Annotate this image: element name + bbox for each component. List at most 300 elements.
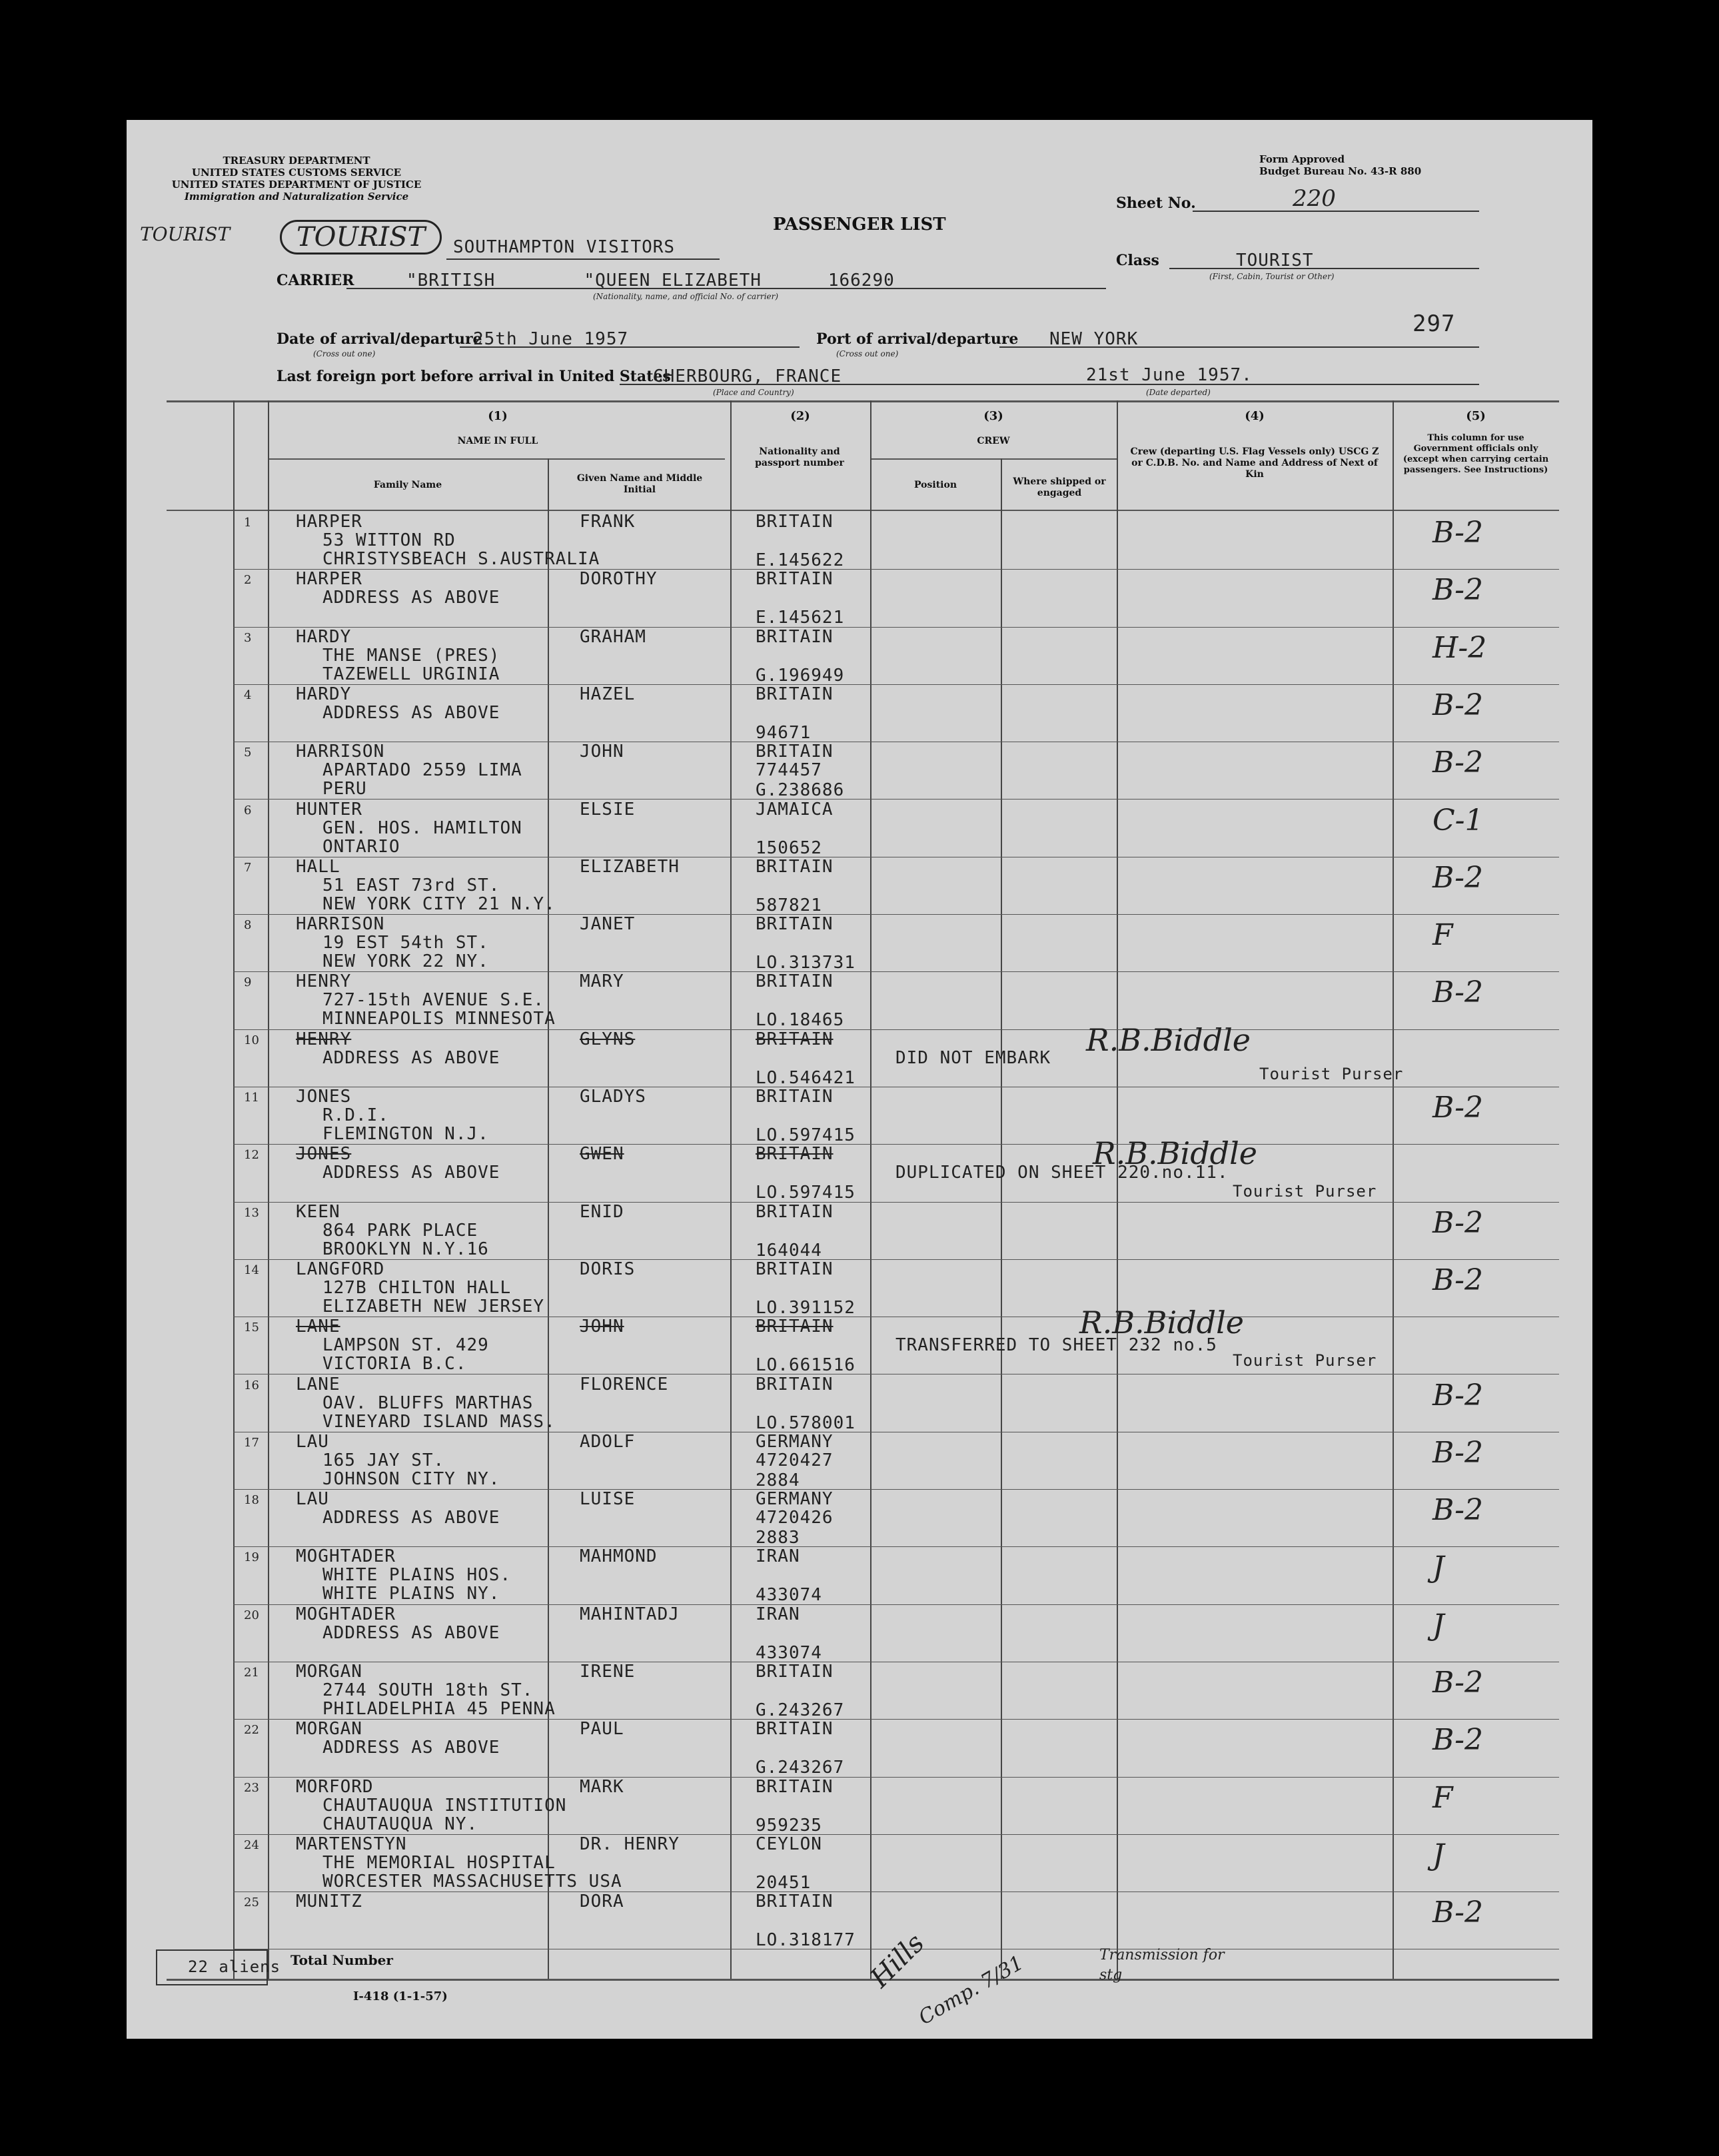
col4-title: Crew (departing U.S. Flag Vessels only) USCG Z or C.D.B. No. and Name and Address of Next of Kin bbox=[1130, 446, 1379, 480]
table-row bbox=[127, 1893, 1592, 1950]
address-line-1: ADDRESS AS ABOVE bbox=[322, 1047, 500, 1068]
given-name: GLYNS bbox=[580, 1029, 636, 1049]
table-row bbox=[127, 570, 1592, 628]
passport-number: 959235 bbox=[756, 1815, 822, 1836]
given-name: PAUL bbox=[580, 1719, 624, 1740]
nationality: BRITAIN bbox=[756, 512, 834, 532]
address-line-2: BROOKLYN N.Y.16 bbox=[322, 1239, 489, 1259]
table-row bbox=[127, 1720, 1592, 1778]
passport-number: E.145621 bbox=[756, 608, 845, 628]
bottom-note-1: Hills bbox=[864, 1927, 931, 1994]
table-row bbox=[127, 1376, 1592, 1433]
nationality: BRITAIN bbox=[756, 856, 834, 877]
table-row bbox=[127, 1203, 1592, 1261]
shipped-header: Where shipped or engaged bbox=[1013, 476, 1106, 498]
passport-number: G.243267 bbox=[756, 1758, 845, 1778]
class-hint: (First, Cabin, Tourist or Other) bbox=[1209, 272, 1335, 281]
official-code: J bbox=[1432, 1608, 1444, 1642]
bottom-note-3: Transmission for stg bbox=[1099, 1947, 1225, 1983]
row-number: 11 bbox=[244, 1091, 259, 1105]
approval-line-2: Budget Bureau No. 43-R 880 bbox=[1259, 165, 1422, 177]
table-row bbox=[127, 858, 1592, 915]
foreign-port-label: Last foreign port before arrival in United States bbox=[277, 368, 671, 385]
row-number: 25 bbox=[244, 1895, 259, 1910]
port-cross-hint: (Cross out one) bbox=[836, 349, 899, 358]
departed-hint: (Date departed) bbox=[1146, 388, 1211, 397]
table-header-bottom bbox=[167, 510, 1559, 511]
row-divider bbox=[233, 627, 1559, 628]
family-name: HARPER bbox=[296, 512, 362, 532]
address-line-1: OAV. BLUFFS MARTHAS bbox=[322, 1392, 534, 1413]
family-name: MORFORD bbox=[296, 1776, 374, 1797]
address-line-2: TAZEWELL URGINIA bbox=[322, 664, 500, 684]
row-number: 18 bbox=[244, 1493, 259, 1508]
tourist-stamp: TOURIST bbox=[280, 220, 442, 255]
address-line-1: ADDRESS AS ABOVE bbox=[322, 702, 500, 723]
official-code: B-2 bbox=[1432, 975, 1484, 1010]
address-line-1: 51 EAST 73rd ST. bbox=[322, 875, 500, 895]
row-divider bbox=[233, 971, 1559, 972]
passport-number: G.196949 bbox=[756, 665, 845, 686]
form-title: PASSENGER LIST bbox=[773, 215, 946, 235]
given-name: DORIS bbox=[580, 1259, 636, 1279]
agency-line-3: UNITED STATES DEPARTMENT OF JUSTICE bbox=[171, 179, 422, 191]
family-name: KEEN bbox=[296, 1201, 340, 1222]
passport-number: 20451 bbox=[756, 1872, 812, 1893]
address-line-1: LAMPSON ST. 429 bbox=[322, 1335, 489, 1356]
official-code: F bbox=[1432, 918, 1453, 953]
foreign-port-value: CHERBOURG, FRANCE bbox=[653, 366, 842, 386]
row-divider bbox=[233, 1029, 1559, 1030]
port-line bbox=[999, 346, 1479, 348]
passport-number: 587821 bbox=[756, 895, 822, 915]
passport-number: LO.597415 bbox=[756, 1125, 856, 1145]
row-number: 4 bbox=[244, 688, 252, 702]
passport-mid: 774457 bbox=[756, 760, 822, 781]
row-number: 9 bbox=[244, 975, 252, 990]
given-name: MAHMOND bbox=[580, 1546, 658, 1567]
passport-number: G.238686 bbox=[756, 780, 845, 801]
passport-number: LO.391152 bbox=[756, 1297, 856, 1318]
table-row bbox=[127, 1088, 1592, 1145]
passport-number: G.243267 bbox=[756, 1700, 845, 1720]
official-code: B-2 bbox=[1432, 746, 1484, 780]
given-name: FRANK bbox=[580, 512, 636, 532]
nationality: BRITAIN bbox=[756, 1029, 834, 1049]
row-number: 14 bbox=[244, 1263, 259, 1277]
col2-title: Nationality and passport number bbox=[755, 446, 844, 468]
table-row bbox=[127, 628, 1592, 686]
visitors-line: SOUTHAMPTON VISITORS bbox=[453, 237, 676, 257]
class-line bbox=[1169, 268, 1479, 269]
address-line-2: VICTORIA B.C. bbox=[322, 1354, 467, 1374]
official-code: B-2 bbox=[1432, 688, 1484, 722]
purser-label-3: Tourist Purser bbox=[1233, 1351, 1377, 1370]
row-number: 16 bbox=[244, 1378, 259, 1392]
address-line-2: PERU bbox=[322, 779, 367, 800]
bottom-note-2: Comp. 7/31 bbox=[914, 1951, 1028, 2030]
nationality: BRITAIN bbox=[756, 1719, 834, 1740]
family-name: MORGAN bbox=[296, 1719, 362, 1740]
nationality: BRITAIN bbox=[756, 971, 834, 992]
nationality: JAMAICA bbox=[756, 799, 834, 819]
passport-number: 150652 bbox=[756, 837, 822, 858]
sheet-line bbox=[1193, 211, 1479, 212]
passport-number: LO.546421 bbox=[756, 1067, 856, 1088]
address-line-1: WHITE PLAINS HOS. bbox=[322, 1565, 512, 1586]
nationality: BRITAIN bbox=[756, 626, 834, 647]
address-line-2: FLEMINGTON N.J. bbox=[322, 1124, 489, 1144]
family-name: MOGHTADER bbox=[296, 1604, 396, 1624]
official-code: B-2 bbox=[1432, 573, 1484, 608]
row-number: 17 bbox=[244, 1435, 259, 1450]
row-number: 23 bbox=[244, 1780, 259, 1795]
position-header: Position bbox=[914, 480, 957, 490]
given-name: MARY bbox=[580, 971, 624, 992]
sheet-value: 220 bbox=[1293, 185, 1336, 212]
row-divider bbox=[233, 1489, 1559, 1490]
arrival-cross-hint: (Cross out one) bbox=[313, 349, 376, 358]
address-line-1: 53 WITTON RD bbox=[322, 530, 456, 550]
family-name: MOGHTADER bbox=[296, 1546, 396, 1567]
class-value: TOURIST bbox=[1236, 251, 1314, 270]
address-line-1: APARTADO 2559 LIMA bbox=[322, 760, 522, 781]
given-name: GWEN bbox=[580, 1144, 624, 1165]
crew-remark: DUPLICATED ON SHEET 220.no.11. bbox=[895, 1163, 1229, 1183]
row-divider bbox=[233, 684, 1559, 685]
address-line-2: VINEYARD ISLAND MASS. bbox=[322, 1411, 556, 1432]
given-name: ELIZABETH bbox=[580, 856, 680, 877]
row-number: 1 bbox=[244, 516, 252, 530]
table-row bbox=[127, 973, 1592, 1030]
address-line-1: THE MEMORIAL HOSPITAL bbox=[322, 1852, 556, 1873]
passport-number: E.145622 bbox=[756, 550, 845, 570]
passport-number: LO.597415 bbox=[756, 1183, 856, 1203]
nationality: BRITAIN bbox=[756, 1201, 834, 1222]
address-line-1: 727-15th AVENUE S.E. bbox=[322, 990, 545, 1011]
col5-number: (5) bbox=[1466, 409, 1486, 423]
address-line-1: 2744 SOUTH 18th ST. bbox=[322, 1680, 534, 1700]
passport-mid: 4720427 bbox=[756, 1450, 834, 1470]
purser-signature-3: R.B.Biddle bbox=[1079, 1305, 1245, 1341]
row-divider bbox=[233, 1891, 1559, 1892]
official-code: J bbox=[1432, 1550, 1444, 1585]
passport-number: 433074 bbox=[756, 1585, 822, 1606]
family-name: HARDY bbox=[296, 626, 352, 647]
table-row bbox=[127, 1606, 1592, 1663]
given-name: JOHN bbox=[580, 742, 624, 762]
row-number: 6 bbox=[244, 803, 252, 817]
purser-label-1: Tourist Purser bbox=[1259, 1065, 1404, 1083]
row-number: 19 bbox=[244, 1550, 259, 1565]
official-code: B-2 bbox=[1432, 1205, 1484, 1240]
table-row bbox=[127, 1261, 1592, 1318]
given-name: DORA bbox=[580, 1891, 624, 1912]
family-name: HARRISON bbox=[296, 742, 385, 762]
col3-title: CREW bbox=[977, 436, 1010, 446]
foreign-hint: (Place and Country) bbox=[713, 388, 794, 397]
given-name-header: Given Name and Middle Initial bbox=[576, 473, 703, 495]
passport-number: LO.318177 bbox=[756, 1930, 856, 1951]
nationality: BRITAIN bbox=[756, 569, 834, 590]
row-number: 24 bbox=[244, 1838, 259, 1852]
port-label: Port of arrival/departure bbox=[816, 330, 1019, 348]
family-name: HARPER bbox=[296, 569, 362, 590]
table-row bbox=[127, 1663, 1592, 1720]
col1-number: (1) bbox=[488, 409, 508, 423]
nationality: IRAN bbox=[756, 1604, 800, 1624]
carrier-label: CARRIER bbox=[277, 272, 354, 289]
row-divider bbox=[233, 1202, 1559, 1203]
table-row bbox=[127, 1778, 1592, 1836]
crew-sub-line bbox=[870, 458, 1117, 460]
address-line-2: CHAUTAUQUA NY. bbox=[322, 1814, 478, 1834]
official-code: H-2 bbox=[1432, 630, 1487, 665]
purser-label-2: Tourist Purser bbox=[1233, 1182, 1377, 1201]
official-code: F bbox=[1432, 1780, 1453, 1815]
nationality: BRITAIN bbox=[756, 1087, 834, 1107]
official-code: B-2 bbox=[1432, 1493, 1484, 1528]
row-divider bbox=[233, 569, 1559, 570]
family-name: HARRISON bbox=[296, 914, 385, 935]
official-code: B-2 bbox=[1432, 1895, 1484, 1930]
nationality: GERMANY bbox=[756, 1431, 834, 1452]
official-code: J bbox=[1432, 1838, 1444, 1872]
table-row bbox=[127, 801, 1592, 858]
given-name: FLORENCE bbox=[580, 1374, 669, 1394]
given-name: GRAHAM bbox=[580, 626, 646, 647]
nationality: BRITAIN bbox=[756, 1891, 834, 1912]
passport-number: LO.578001 bbox=[756, 1412, 856, 1433]
row-divider bbox=[233, 1144, 1559, 1145]
table-row bbox=[127, 686, 1592, 743]
agency-line-2: UNITED STATES CUSTOMS SERVICE bbox=[191, 167, 402, 179]
purser-signature-2: R.B.Biddle bbox=[1093, 1135, 1258, 1171]
table-row bbox=[127, 1490, 1592, 1548]
nationality: BRITAIN bbox=[756, 1259, 834, 1279]
family-name: LANGFORD bbox=[296, 1259, 385, 1279]
row-divider bbox=[233, 1777, 1559, 1778]
name-sub-line bbox=[268, 458, 725, 460]
nationality: BRITAIN bbox=[756, 1374, 834, 1394]
page-number: 297 bbox=[1413, 310, 1456, 337]
given-name: GLADYS bbox=[580, 1087, 646, 1107]
departed-value: 21st June 1957. bbox=[1086, 365, 1253, 385]
address-line-1: CHAUTAUQUA INSTITUTION bbox=[322, 1795, 567, 1816]
row-number: 10 bbox=[244, 1033, 259, 1047]
table-row bbox=[127, 1836, 1592, 1893]
family-name: LANE bbox=[296, 1374, 340, 1394]
family-name: LAU bbox=[296, 1431, 329, 1452]
passport-number: LO.18465 bbox=[756, 1010, 845, 1031]
passport-number: LO.661516 bbox=[756, 1355, 856, 1376]
row-divider bbox=[233, 1719, 1559, 1720]
passenger-list-form bbox=[127, 120, 1592, 2039]
row-divider bbox=[233, 799, 1559, 800]
table-top-line bbox=[167, 400, 1559, 402]
official-code: B-2 bbox=[1432, 860, 1484, 895]
given-name: JANET bbox=[580, 914, 636, 935]
table-row bbox=[127, 1433, 1592, 1490]
arrival-label: Date of arrival/departure bbox=[277, 330, 482, 348]
row-number: 7 bbox=[244, 860, 252, 875]
address-line-1: ADDRESS AS ABOVE bbox=[322, 1508, 500, 1528]
nationality: CEYLON bbox=[756, 1834, 822, 1854]
address-line-2: WHITE PLAINS NY. bbox=[322, 1584, 500, 1604]
row-number: 8 bbox=[244, 918, 252, 933]
row-divider bbox=[233, 1546, 1559, 1547]
official-code: B-2 bbox=[1432, 1666, 1484, 1700]
col2-number: (2) bbox=[790, 409, 810, 423]
given-name: ENID bbox=[580, 1201, 624, 1222]
address-line-2: MINNEAPOLIS MINNESOTA bbox=[322, 1009, 556, 1029]
address-line-1: THE MANSE (PRES) bbox=[322, 645, 500, 666]
family-name: JONES bbox=[296, 1087, 352, 1107]
table-row bbox=[127, 743, 1592, 800]
nationality: BRITAIN bbox=[756, 1317, 834, 1337]
arrival-value: 25th June 1957 bbox=[473, 329, 629, 349]
row-divider bbox=[233, 1259, 1559, 1260]
family-name: HALL bbox=[296, 856, 340, 877]
row-number: 22 bbox=[244, 1723, 259, 1738]
given-name: MARK bbox=[580, 1776, 624, 1797]
given-name: MAHINTADJ bbox=[580, 1604, 680, 1624]
foreign-line bbox=[620, 384, 1479, 385]
carrier-line bbox=[346, 288, 1106, 289]
approval-block bbox=[1259, 153, 1459, 177]
row-number: 20 bbox=[244, 1608, 259, 1622]
official-code: B-2 bbox=[1432, 1263, 1484, 1297]
table-row bbox=[127, 915, 1592, 973]
address-line-1: R.D.I. bbox=[322, 1105, 389, 1125]
address-line-2: JOHNSON CITY NY. bbox=[322, 1468, 500, 1489]
official-code: B-2 bbox=[1432, 1091, 1484, 1125]
address-line-1: ADDRESS AS ABOVE bbox=[322, 1163, 500, 1183]
given-name: DR. HENRY bbox=[580, 1834, 680, 1854]
address-line-2: NEW YORK CITY 21 N.Y. bbox=[322, 893, 556, 914]
nationality: GERMANY bbox=[756, 1489, 834, 1510]
address-line-1: ADDRESS AS ABOVE bbox=[322, 1622, 500, 1643]
table-row bbox=[127, 1548, 1592, 1605]
given-name: ELSIE bbox=[580, 799, 636, 819]
row-divider bbox=[233, 1834, 1559, 1835]
purser-signature-1: R.B.Biddle bbox=[1086, 1022, 1251, 1058]
row-number: 3 bbox=[244, 630, 252, 645]
address-line-1: GEN. HOS. HAMILTON bbox=[322, 817, 522, 838]
given-name: JOHN bbox=[580, 1317, 624, 1337]
nationality: BRITAIN bbox=[756, 684, 834, 704]
total-label: Total Number bbox=[290, 1952, 393, 1968]
family-name: LANE bbox=[296, 1317, 340, 1337]
row-divider bbox=[233, 1604, 1559, 1605]
official-code: B-2 bbox=[1432, 1435, 1484, 1470]
form-number: I-418 (1-1-57) bbox=[353, 1989, 448, 2003]
row-divider bbox=[233, 914, 1559, 915]
address-line-1: 864 PARK PLACE bbox=[322, 1220, 478, 1241]
col3-number: (3) bbox=[983, 409, 1003, 423]
address-line-1: 19 EST 54th ST. bbox=[322, 933, 489, 953]
row-number: 2 bbox=[244, 573, 252, 588]
given-name: ADOLF bbox=[580, 1431, 636, 1452]
row-number: 12 bbox=[244, 1148, 259, 1163]
table-bottom-line bbox=[167, 1979, 1559, 1981]
port-value: NEW YORK bbox=[1049, 329, 1139, 349]
official-code: C-1 bbox=[1432, 803, 1484, 837]
family-name: MUNITZ bbox=[296, 1891, 362, 1912]
agency-line-4: Immigration and Naturalization Service bbox=[184, 191, 409, 203]
nationality: BRITAIN bbox=[756, 742, 834, 762]
arrival-line bbox=[460, 346, 800, 348]
given-name: HAZEL bbox=[580, 684, 636, 704]
given-name: DOROTHY bbox=[580, 569, 658, 590]
passport-number: 2884 bbox=[756, 1470, 800, 1490]
family-name: MARTENSTYN bbox=[296, 1834, 407, 1854]
address-line-1: ADDRESS AS ABOVE bbox=[322, 588, 500, 608]
family-name: HUNTER bbox=[296, 799, 362, 819]
col5-title: This column for use Government officials only (except when carrying certain passengers. See Instructions) bbox=[1403, 433, 1549, 475]
address-line-2: PHILADELPHIA 45 PENNA bbox=[322, 1699, 556, 1719]
address-line-1: ADDRESS AS ABOVE bbox=[322, 1738, 500, 1758]
row-number: 13 bbox=[244, 1205, 259, 1220]
row-number: 15 bbox=[244, 1321, 259, 1335]
address-line-2: ONTARIO bbox=[322, 836, 400, 857]
approval-line-1: Form Approved bbox=[1259, 153, 1345, 165]
passport-number: LO.313731 bbox=[756, 953, 856, 973]
carrier-value: "BRITISH "QUEEN ELIZABETH 166290 bbox=[406, 270, 895, 290]
col4-number: (4) bbox=[1245, 409, 1265, 423]
nationality: IRAN bbox=[756, 1546, 800, 1567]
official-code: B-2 bbox=[1432, 516, 1484, 550]
crew-remark: DID NOT EMBARK bbox=[895, 1047, 1051, 1068]
row-number: 21 bbox=[244, 1666, 259, 1680]
passport-number: 433074 bbox=[756, 1642, 822, 1663]
passport-mid: 4720426 bbox=[756, 1508, 834, 1528]
col1-title: NAME IN FULL bbox=[457, 436, 538, 446]
family-name: JONES bbox=[296, 1144, 352, 1165]
address-line-1: 127B CHILTON HALL bbox=[322, 1277, 512, 1298]
family-name: HENRY bbox=[296, 971, 352, 992]
passport-number: 164044 bbox=[756, 1240, 822, 1261]
sheet-label: Sheet No. bbox=[1116, 195, 1196, 212]
visitors-underline bbox=[446, 259, 720, 260]
agency-line-1: TREASURY DEPARTMENT bbox=[223, 155, 370, 167]
tourist-margin-note: TOURIST bbox=[140, 223, 231, 245]
official-code: B-2 bbox=[1432, 1723, 1484, 1758]
nationality: BRITAIN bbox=[756, 1662, 834, 1682]
nationality: BRITAIN bbox=[756, 914, 834, 935]
class-label: Class bbox=[1116, 252, 1159, 269]
address-line-2: CHRISTYSBEACH S.AUSTRALIA bbox=[322, 549, 600, 569]
row-number: 5 bbox=[244, 746, 252, 760]
family-name: HENRY bbox=[296, 1029, 352, 1049]
family-name: HARDY bbox=[296, 684, 352, 704]
table-row bbox=[127, 513, 1592, 570]
given-name: IRENE bbox=[580, 1662, 636, 1682]
total-value: 22 aliens bbox=[188, 1957, 281, 1976]
passport-number: 2883 bbox=[756, 1528, 800, 1548]
crew-remark: TRANSFERRED TO SHEET 232 no.5 bbox=[895, 1335, 1217, 1356]
address-line-2: NEW YORK 22 NY. bbox=[322, 951, 489, 972]
given-name: LUISE bbox=[580, 1489, 636, 1510]
nationality: BRITAIN bbox=[756, 1776, 834, 1797]
family-name: LAU bbox=[296, 1489, 329, 1510]
agency-block bbox=[153, 155, 440, 203]
family-name-header: Family Name bbox=[373, 480, 442, 490]
official-code: B-2 bbox=[1432, 1378, 1484, 1412]
address-line-2: ELIZABETH NEW JERSEY bbox=[322, 1296, 545, 1317]
nationality: BRITAIN bbox=[756, 1144, 834, 1165]
carrier-hint: (Nationality, name, and official No. of carrier) bbox=[593, 292, 779, 301]
